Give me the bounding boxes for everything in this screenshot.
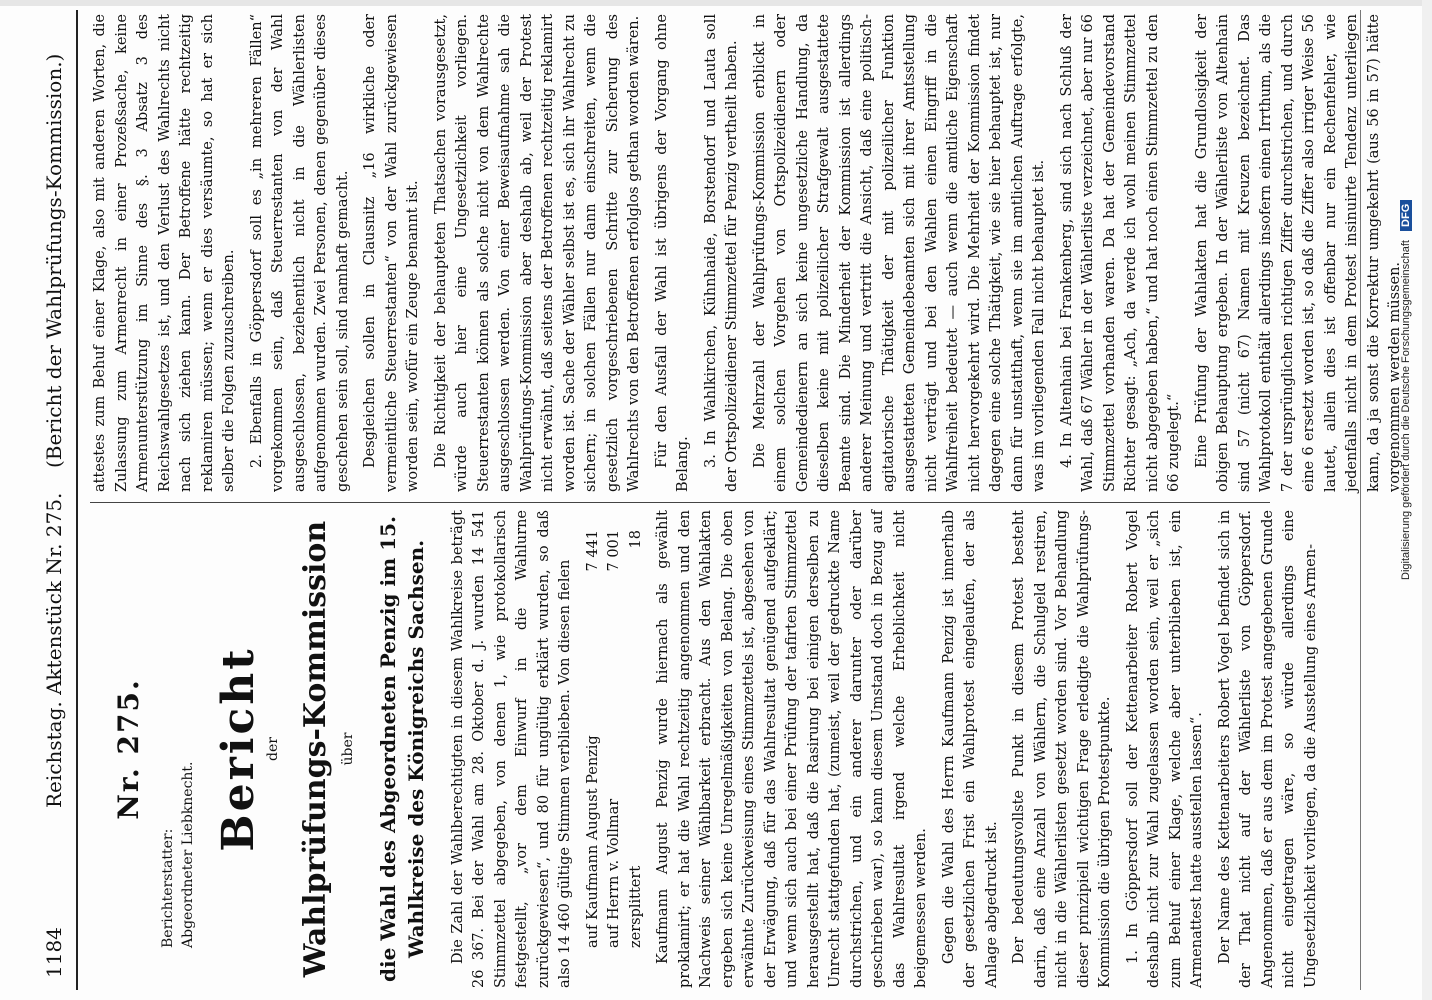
paragraph: 3. In Wahlkirchen, Kühnhaide, Borstendorf und Lauta soll der Ortspolizeidiener Stimmzettel für Penzig vertheilt haben. bbox=[702, 14, 740, 492]
document-number: Nr. 275. bbox=[112, 678, 145, 820]
reporter-label: Berichterstatter: bbox=[159, 828, 176, 948]
vote-value: 18 bbox=[627, 530, 644, 549]
right-column bbox=[90, 14, 1413, 492]
vote-label: auf Herrn v. Vollmar bbox=[606, 798, 622, 948]
paragraph: Desgleichen sollen in Clausnitz „16 wirkliche oder vermeintliche Steuerrestanten“ von der Wahl zurückgewiesen worden sein, wofür ein Zeuge benannt ist. bbox=[362, 14, 421, 492]
reporter-name: Abgeordneter Liebknecht. bbox=[179, 761, 196, 948]
vote-row bbox=[583, 510, 605, 988]
paragraph: Der Name des Kettenarbeiters Robert Vogel befindet sich in der That nicht auf der Wählerliste von Göppersdorf. Angenommen, daß er aus dem im Protest angegebenen Grunde nicht eingetragen wäre, so würde allerdings eine Ungesetzlichkeit vorliegen, da die Ausstellung eines Armen- bbox=[1216, 510, 1319, 988]
column-divider bbox=[90, 502, 1270, 503]
vote-label: auf Kaufmann August Penzig bbox=[584, 735, 601, 948]
digitization-credit bbox=[1400, 200, 1412, 580]
paragraph: Der bedeutungsvollste Punkt in diesem Protest besteht darin, daß eine Anzahl von Wählern, die Schulgeld restiren, nicht in die Wählerlisten gesetzt worden sind. Vor Behandlung dieser prinzipiell wichtigen Frage erledigte die Wahlprüfungs-Kommission die übrigen Protestpunkte. bbox=[1011, 510, 1113, 988]
header-title: Reichstag. Aktenstück Nr. 275. bbox=[42, 492, 66, 808]
page-header bbox=[36, 18, 76, 988]
header-rule bbox=[76, 10, 78, 990]
paragraph: attestes zum Behuf einer Klage, also mit anderen Worten, die Zulassung zum Armenrecht in einer Prozeßsache, keine Armenunterstützung im Sinne des §. 3 Absatz 3 des Reichswahlgesetzes ist, und den Verlust des Wahlrechts nicht nach sich ziehen kann. Der Betroffene hätte rechtzeitig reklamiren müssen; wenn er dies versäumte, so hat er sich selber die Folgen zuzuschreiben. bbox=[92, 14, 237, 492]
article-der: der bbox=[265, 737, 281, 761]
header-section: (Bericht der Wahlprüfungs-Kommission.) bbox=[42, 53, 66, 468]
report-subject: die Wahl des Abgeordneten Penzig im 15. Wahlkreise des Königreichs Sachsen. bbox=[375, 516, 428, 982]
vote-value: 7 001 bbox=[606, 530, 622, 572]
vote-row bbox=[604, 510, 626, 988]
paragraph: Gegen die Wahl des Herrn Kaufmann Penzig ist innerhalb der gesetzlichen Frist ein Wahlprotest eingelaufen, der als Anlage abgedruckt ist. bbox=[940, 510, 1000, 988]
paragraph: Für den Ausfall der Wahl ist übrigens der Vorgang ohne Belang. bbox=[653, 14, 691, 492]
paragraph: 1. In Göppersdorf soll der Kettenarbeiter Robert Vogel deshalb nicht zur Wahl zugelassen worden sein, weil er „sich zum Behuf einer Klage, welche aber unterblieben ist, ein Armenattest hatte ausstellen lassen“. bbox=[1124, 510, 1205, 988]
paragraph: 4. In Altenhain bei Frankenberg, sind sich nach Schluß der Wahl, daß 67 Wähler in der Wählerliste verzeichnet, aber nur 66 Stimmzettel vorhanden waren. Da hat der Gemeindevorstand Richter gesagt: „Ach, da werde ich wohl meinen Stimmzettel nicht abgegeben haben,“ und hat noch einen Stimmzettel zu den 66 zugelegt.“ bbox=[1058, 14, 1182, 492]
report-title: Bericht bbox=[212, 646, 264, 852]
paragraph: Die Zahl der Wahlberechtigten in diesem Wahlkreise beträgt 26 367. Bei der Wahl am 28. Oktober d. J. wurden 14 541 Stimmzettel abgegeben, von denen 1, wie protokollarisch festgestellt, „vor dem Einwurf in die Wahlurne zurückgewiesen“, und 80 für ungültig erklärt wurden, so daß also 14 460 gültige Stimmen verblieben. Von diesen fielen bbox=[449, 510, 573, 988]
commission-title: Wahlprüfungs-Kommission bbox=[297, 520, 333, 978]
paragraph: Kaufmann August Penzig wurde hiernach als gewählt proklamirt; er hat die Wahl rechtzeitig angenommen und den Nachweis seiner Wählbarkeit erbracht. Aus den Wahlakten ergeben sich keine Unregelmäßigkeiten von Belang. Die oben erwähnte Zurückweisung eines Stimmzettels ist, abgesehen von der Erwägung, daß für das Wahlresultat genügend aufgeklärt; und wenn sich auch bei einer Prüfung der tafirten Stimmzettel herausgestellt hat, daß die Rasirung bei einigen derselben zu Unrecht stattgefunden hat, (zumeist, weil der gedruckte Name durchstrichen, und ein anderer darunter oder darüber geschrieben war), so kann diesem Umstand doch in Bezug auf das Wahlresultat irgend welche Erheblichkeit nicht beigemessen werden. bbox=[655, 510, 929, 988]
page-number: 1184 bbox=[42, 927, 66, 978]
vote-label: zersplittert bbox=[627, 865, 644, 948]
left-column bbox=[90, 510, 1328, 988]
credit-text: Digitalisierung gefördert durch die Deutsche Forschungsgemeinschaft bbox=[1400, 240, 1412, 580]
paragraph: Die Richtigkeit der behaupteten Thatsachen vorausgesetzt, würde auch hier eine Ungesetzlichkeit vorliegen. Steuerrestanten können als solche nicht von dem Wahlrechte ausgeschlossen werden. Von einer Beweisaufnahme sah die Wahlprüfungs-Kommission aber deshalb ab, weil der Protest nicht erwähnt, daß seitens der Betroffenen rechtzeitig reklamirt worden ist. Sache der Wähler selbst ist es, sich ihr Wahlrecht zu sichern; in solchen Fällen nur dann einschreiten, wenn die gesetzlich vorgeschriebenen Schritte zur Sicherung des Wahlrechts von den Betroffenen erfolglos gethan worden wären. bbox=[432, 14, 642, 492]
dfg-logo: DFG bbox=[1400, 200, 1412, 231]
paragraph: Eine Prüfung der Wahlakten hat die Grundlosigkeit der obigen Behauptung ergeben. In der Wählerliste von Altenhain sind 57 (nicht 67) Namen mit Kreuzen bezeichnet. Das Wahlprotokoll enthält allerdings insofern einen Irrthum, als die 7 der ursprünglichen richtigen Ziffer durchstrichen, und durch eine 6 ersetzt worden ist, so daß die Ziffer also irriger Weise 56 lautet, allein dies ist offenbar nur ein Rechenfehler, wie jedenfalls nicht in dem Protest insinuirte Tendenz unterliegen kann, da ja sonst die Korrektur umgekehrt (aus 56 in 57) hätte vorgenommen werden müssen. bbox=[1193, 14, 1403, 492]
paragraph: Die Mehrzahl der Wahlprüfungs-Kommission erblickt in einem solchen Vorgehen von Ortspolizeidienern oder Gemeindedienern an sich keine ungesetzliche Handlung, da dieselben keine mit polizeilicher Strafgewalt ausgestattete Beamte sind. Die Minderheit der Kommission ist allerdings anderer Meinung und vertritt die Ansicht, daß eine politisch-agitatorische Thätigkeit der mit polizeilicher Funktion ausgestatteten Gemeindebeamten sich mit ihrer Amtsstellung nicht verträgt und bei den Wahlen einen Eingriff in die Wahlfreiheit bedeutet — auch wenn die amtliche Eigenschaft nicht hervorgekehrt wird. Die Mehrheit der Kommission findet dagegen eine solche Thätigkeit, wie sie hier behauptet ist, nur dann für unstatthaft, wenn sie im amtlichen Auftrage erfolgte, was im vorliegenden Fall nicht behauptet ist. bbox=[751, 14, 1047, 492]
bottom-rule bbox=[1360, 10, 1361, 990]
vote-value: 7 441 bbox=[584, 530, 601, 572]
paragraph: 2. Ebenfalls in Göppersdorf soll es „in mehreren Fällen“ vorgekommen sein, daß Steuerrestanten von der Wahl ausgeschlossen, beziehentlich nicht in die Wählerlisten aufgenommen wurden. Zwei Personen, denen gegenüber dieses geschehen sein soll, sind namhaft gemacht. bbox=[248, 14, 351, 492]
vote-row bbox=[626, 510, 648, 988]
word-ueber: über bbox=[340, 732, 356, 766]
